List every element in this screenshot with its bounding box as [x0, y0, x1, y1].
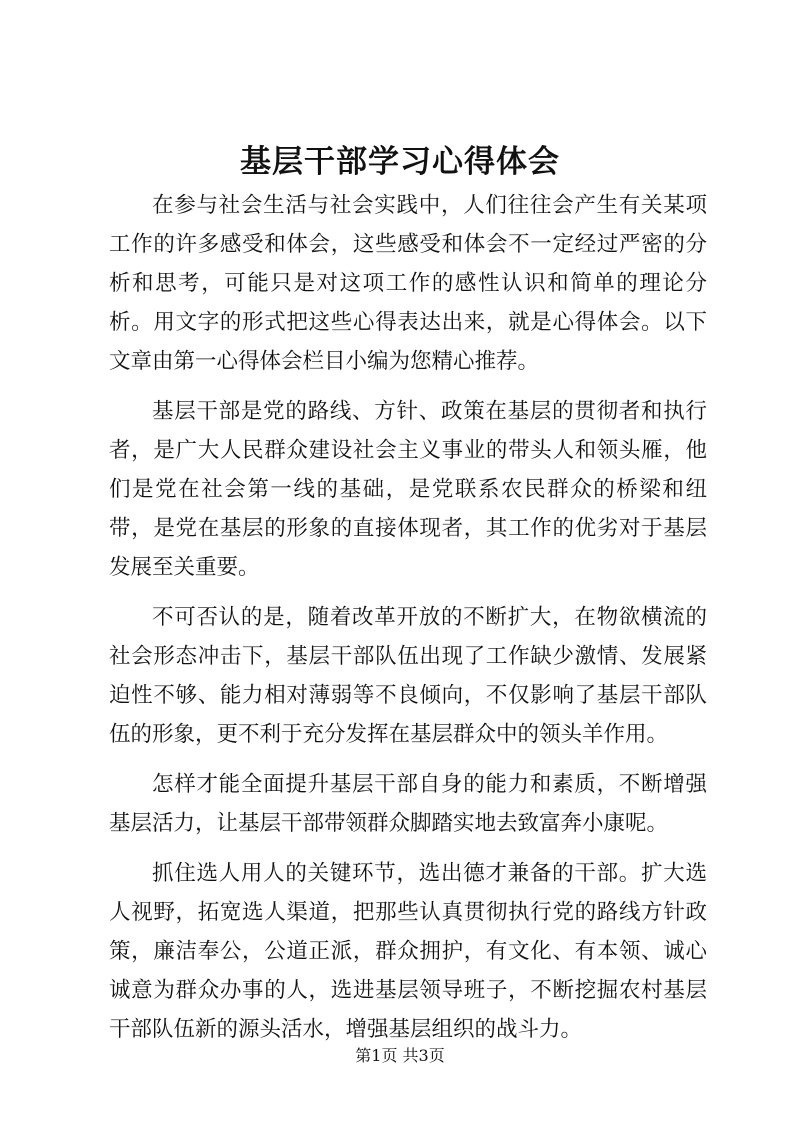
- document-title: 基层干部学习心得体会: [240, 144, 560, 180]
- page-number-footer: 第1页 共3页: [355, 1046, 445, 1065]
- paragraph-2: 基层干部是党的路线、方针、政策在基层的贯彻者和执行者，是广大人民群众建设社会主义事业的带头人和领头雁，他们是党在社会第一线的基础，是党联系农民群众的桥梁和纽带，是党在基层的形象的直接体现者，其工作的优劣对于基层发展至关重要。: [109, 399, 707, 580]
- document-body: [109, 186, 707, 1060]
- paragraph-3: 不可否认的是，随着改革开放的不断扩大，在物欲横流的社会形态冲击下，基层干部队伍出现了工作缺少激情、发展紧迫性不够、能力相对薄弱等不良倾向，不仅影响了基层干部队伍的形象，更不利于充分发挥在基层群众中的领头羊作用。: [109, 605, 707, 747]
- paragraph-1: 在参与社会生活与社会实践中，人们往往会产生有关某项工作的许多感受和体会，这些感受和体会不一定经过严密的分析和思考，可能只是对这项工作的感性认识和简单的理论分析。用文字的形式把这些心得表达出来，就是心得体会。以下文章由第一心得体会栏目小编为您精心推荐。: [109, 193, 707, 374]
- paragraph-4: 怎样才能全面提升基层干部自身的能力和素质，不断增强基层活力，让基层干部带领群众脚踏实地去致富奔小康呢。: [109, 772, 707, 836]
- paragraph-5: 抓住选人用人的关键环节，选出德才兼备的干部。扩大选人视野，拓宽选人渠道，把那些认真贯彻执行党的路线方针政策，廉洁奉公，公道正派，群众拥护，有文化、有本领、诚心诚意为群众办事的人，选进基层领导班子，不断挖掘农村基层干部队伍新的源头活水，增强基层组织的战斗力。: [109, 861, 707, 1042]
